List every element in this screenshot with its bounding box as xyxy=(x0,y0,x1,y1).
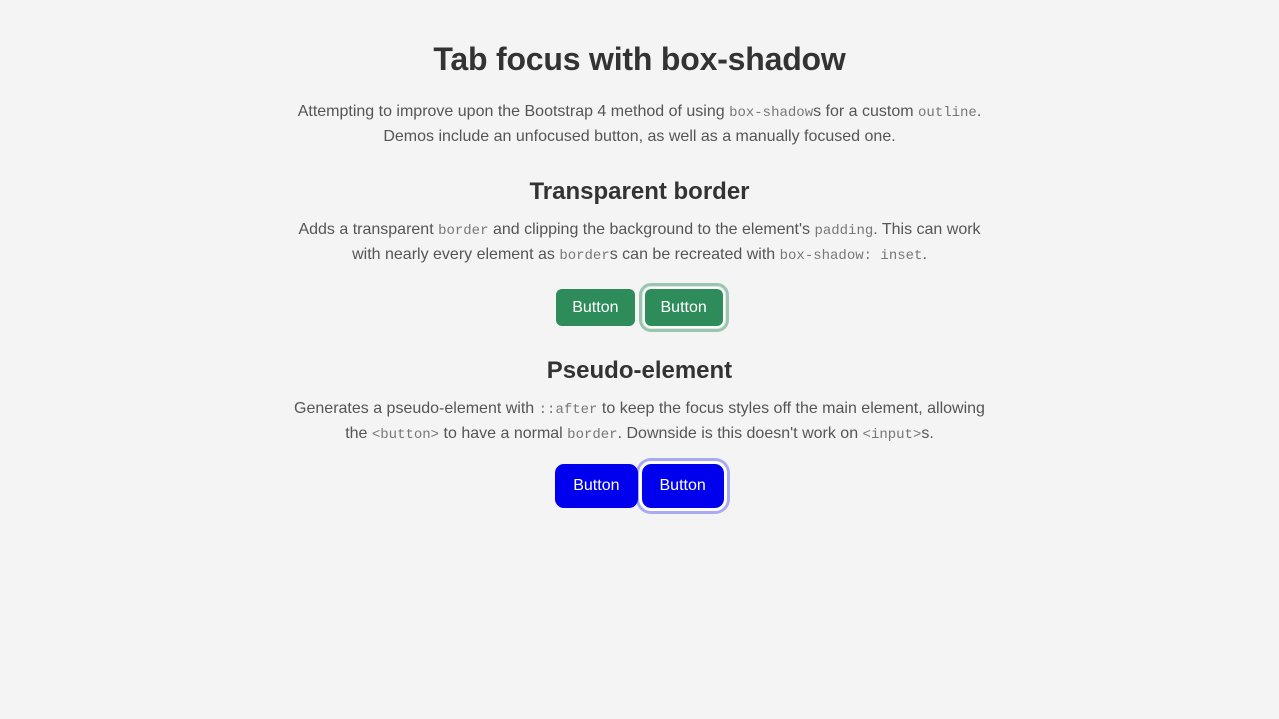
intro-text-1: Attempting to improve upon the Bootstrap 4 method of using xyxy=(297,103,730,121)
intro-paragraph xyxy=(290,100,990,150)
page-title: Tab focus with box-shadow xyxy=(433,41,846,77)
section-paragraph-transparent-border xyxy=(290,218,990,268)
transparent-border-button-focused[interactable]: Button xyxy=(642,286,726,329)
tb-code-padding: padding xyxy=(814,222,874,239)
tb-text-5: . xyxy=(922,245,927,263)
pe-text-4: . Downside is this doesn't work on xyxy=(617,424,863,442)
pe-code-border: border xyxy=(567,426,618,443)
tb-text-3: . This can work with nearly every element as xyxy=(352,220,981,263)
intro-code-box-shadow: box-shadow xyxy=(729,105,814,122)
section-paragraph-pseudo-element xyxy=(290,397,990,447)
pe-text-1: Generates a pseudo-element with xyxy=(294,399,539,417)
tb-code-box-shadow-inset: box-shadow: inset xyxy=(779,247,923,264)
transparent-border-button-row xyxy=(290,286,990,329)
pe-text-5: s. xyxy=(921,424,934,442)
pseudo-element-button-row xyxy=(290,464,990,507)
intro-text-2: s for a custom xyxy=(813,103,919,121)
tb-code-border: border xyxy=(438,222,489,239)
section-heading-transparent-border: Transparent border xyxy=(529,177,750,205)
pseudo-element-button-focused[interactable]: Button xyxy=(642,464,724,507)
pseudo-element-button-unfocused[interactable]: Button xyxy=(555,464,637,507)
tb-text-4: s can be recreated with xyxy=(609,245,780,263)
section-heading-pseudo-element: Pseudo-element xyxy=(546,356,733,384)
tb-code-borders: border xyxy=(559,247,610,264)
intro-text-3: . Demos include an unfocused button, as well as a manually focused one. xyxy=(383,103,982,146)
tb-text-2: and clipping the background to the element's xyxy=(488,220,815,238)
pe-code-button-tag: <button> xyxy=(371,426,440,443)
intro-code-outline: outline xyxy=(918,105,977,122)
tb-text-1: Adds a transparent xyxy=(298,220,439,238)
pe-code-input-tag: <input> xyxy=(862,426,922,443)
transparent-border-button-unfocused[interactable]: Button xyxy=(553,286,637,329)
pe-text-2: to keep the focus styles off the main element, allowing the xyxy=(345,399,985,442)
page-container xyxy=(290,0,990,508)
pe-code-after: ::after xyxy=(538,401,598,418)
pe-text-3: to have a normal xyxy=(439,424,568,442)
